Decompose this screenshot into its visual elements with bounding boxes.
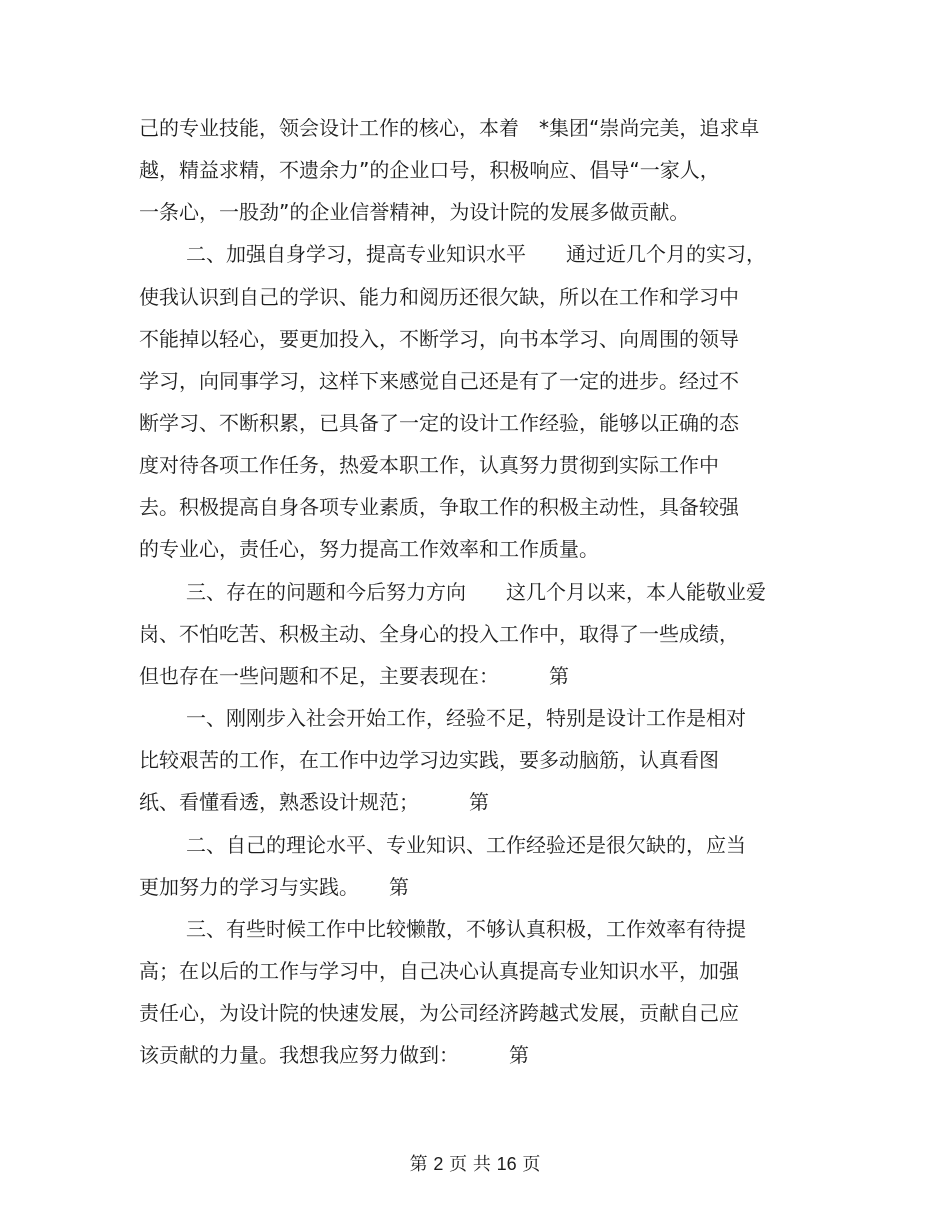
total-pages-number: 16 xyxy=(496,1154,517,1174)
section-heading-2-line: 二、加强自身学习，提高专业知识水平 通过近几个月的实习， xyxy=(186,242,766,266)
body-line-8: 断学习、不断积累，已具备了一定的设计工作经验，能够以正确的态 xyxy=(139,411,739,435)
body-line-22: 责任心，为设计院的快速发展，为公司经济跨越式发展，贡献自己应 xyxy=(139,1001,739,1025)
body-line-16: 比较艰苦的工作，在工作中边学习边实践，要多动脑筋，认真看图 xyxy=(139,748,719,772)
footer-suffix: 页 xyxy=(522,1154,541,1175)
section-heading-3-line: 三、存在的问题和今后努力方向 这几个月以来，本人能敬业爱 xyxy=(186,580,766,604)
current-page-number: 2 xyxy=(433,1154,444,1174)
body-line-2: 越，精益求精，不遗余力”的企业口号，积极响应、倡导“一家人， xyxy=(139,158,720,182)
footer-middle: 页 共 xyxy=(449,1154,491,1175)
page-footer xyxy=(0,1153,950,1176)
body-line-11: 的专业心，责任心，努力提高工作效率和工作质量。 xyxy=(139,537,599,561)
item-3-line: 三、有些时候工作中比较懒散，不够认真积极，工作效率有待提 xyxy=(186,917,746,941)
body-line-9: 度对待各项工作任务，热爱本职工作，认真努力贯彻到实际工作中 xyxy=(139,453,719,477)
body-line-14: 但也存在一些问题和不足，主要表现在： 第 xyxy=(139,664,569,688)
item-1-line: 一、刚刚步入社会开始工作，经验不足，特别是设计工作是相对 xyxy=(186,706,746,730)
body-line-17: 纸、看懂看透，熟悉设计规范； 第 xyxy=(139,790,489,814)
body-line-13: 岗、不怕吃苦、积极主动、全身心的投入工作中，取得了一些成绩， xyxy=(139,622,739,646)
body-line-19: 更加努力的学习与实践。 第 xyxy=(139,875,409,899)
body-line-23: 该贡献的力量。我想我应努力做到： 第 xyxy=(139,1043,529,1067)
body-line-10: 去。积极提高自身各项专业素质，争取工作的积极主动性，具备较强 xyxy=(139,495,739,519)
item-2-line: 二、自己的理论水平、专业知识、工作经验还是很欠缺的，应当 xyxy=(186,833,746,857)
body-line-21: 高；在以后的工作与学习中，自己决心认真提高专业知识水平，加强 xyxy=(139,959,739,983)
body-line-3: 一条心，一股劲”的企业信誉精神，为设计院的发展多做贡献。 xyxy=(139,200,690,224)
body-line-7: 学习，向同事学习，这样下来感觉自己还是有了一定的进步。经过不 xyxy=(139,369,739,393)
body-line-5: 使我认识到自己的学识、能力和阅历还很欠缺，所以在工作和学习中 xyxy=(139,285,739,309)
footer-prefix: 第 xyxy=(409,1154,428,1175)
body-line-6: 不能掉以轻心，要更加投入，不断学习，向书本学习、向周围的领导 xyxy=(139,327,739,351)
body-line-1: 己的专业技能，领会设计工作的核心，本着 *集团“崇尚完美，追求卓 xyxy=(139,116,760,140)
